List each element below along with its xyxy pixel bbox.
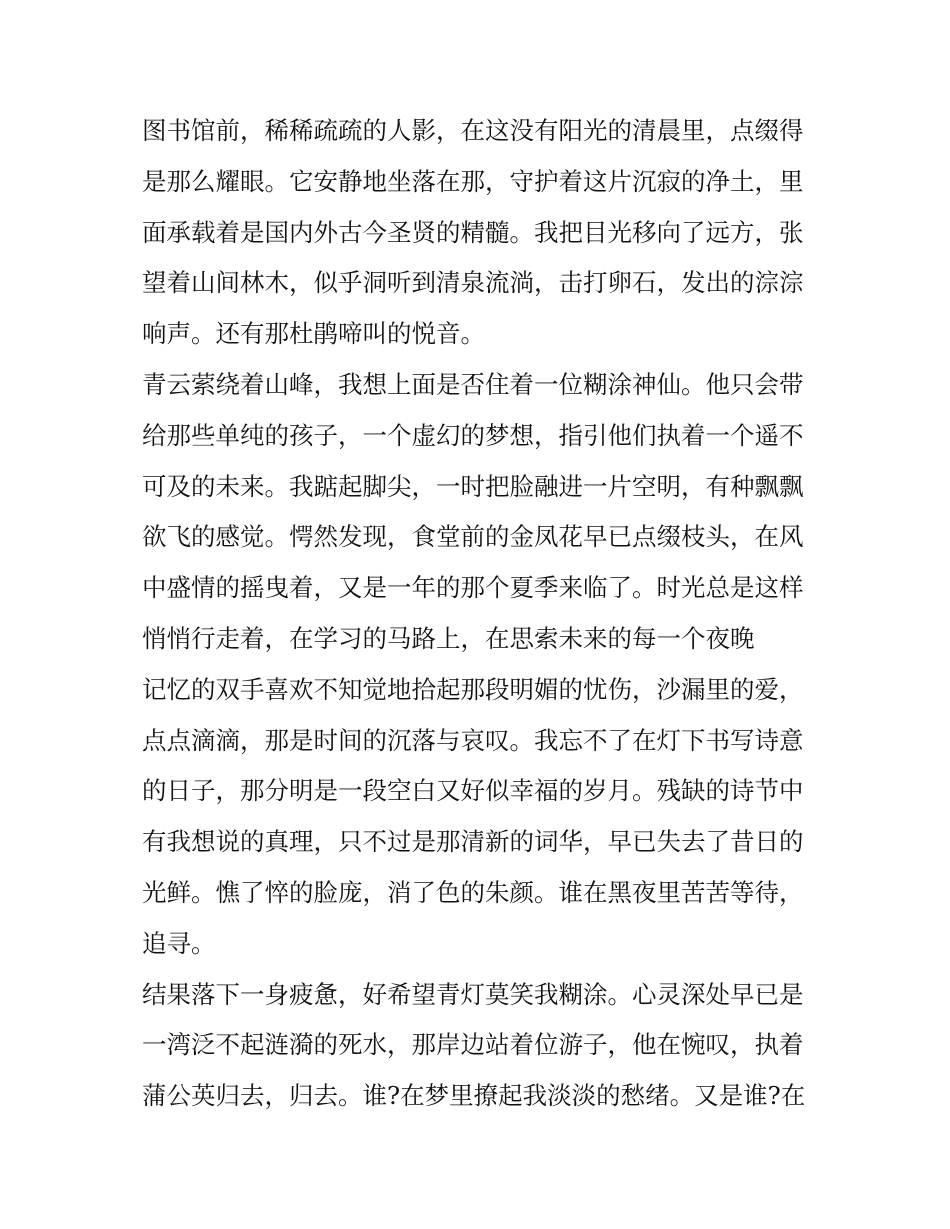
text-line-9: 欲飞的感觉。愕然发现，食堂前的金凤花早已点缀枝头，在风 (142, 522, 804, 552)
text-line-14: 的日子，那分明是一段空白又好似幸福的岁月。残缺的诗节中 (142, 776, 804, 806)
text-line-19: 一湾泛不起涟漪的死水，那岸边站着位游子，他在惋叹，执着 (142, 1030, 804, 1060)
text-line-12: 记忆的双手喜欢不知觉地拾起那段明媚的忧伤，沙漏里的爱， (142, 674, 804, 704)
text-line-7: 给那些单纯的孩子，一个虚幻的梦想，指引他们执着一个遥不 (142, 420, 804, 450)
text-line-5: 响声。还有那杜鹃啼叫的悦音。 (142, 319, 485, 349)
text-line-15: 有我想说的真理，只不过是那清新的词华，早已失去了昔日的 (142, 827, 804, 857)
text-line-3: 面承载着是国内外古今圣贤的精髓。我把目光移向了远方，张 (142, 217, 804, 247)
body-text (142, 106, 814, 1122)
text-line-10: 中盛情的摇曳着，又是一年的那个夏季来临了。时光总是这样 (142, 573, 804, 603)
text-line-1: 图书馆前，稀稀疏疏的人影，在这没有阳光的清晨里，点缀得 (142, 116, 804, 145)
text-line-18: 结果落下一身疲惫，好希望青灯莫笑我糊涂。心灵深处早已是 (142, 979, 804, 1009)
text-line-11: 悄悄行走着，在学习的马路上，在思索未来的每一个夜晚 (142, 623, 755, 653)
text-line-8: 可及的未来。我踮起脚尖，一时把脸融进一片空明，有种飘飘 (142, 471, 804, 501)
text-line-16: 光鲜。憔了悴的脸庞，消了色的朱颜。谁在黑夜里苦苦等待， (142, 877, 804, 907)
text-line-20: 蒲公英归去，归去。谁?在梦里撩起我淡淡的愁绪。又是谁?在 (142, 1081, 806, 1111)
text-line-17: 追寻。 (142, 928, 216, 958)
text-line-4: 望着山间林木，似乎洞听到清泉流淌，击打卵石，发出的淙淙 (142, 268, 804, 298)
text-line-6: 青云萦绕着山峰，我想上面是否住着一位糊涂神仙。他只会带 (142, 369, 804, 399)
text-line-2: 是那么耀眼。它安静地坐落在那，守护着这片沉寂的净土，里 (142, 166, 804, 196)
text-line-13: 点点滴滴，那是时间的沉落与哀叹。我忘不了在灯下书写诗意 (142, 725, 804, 755)
